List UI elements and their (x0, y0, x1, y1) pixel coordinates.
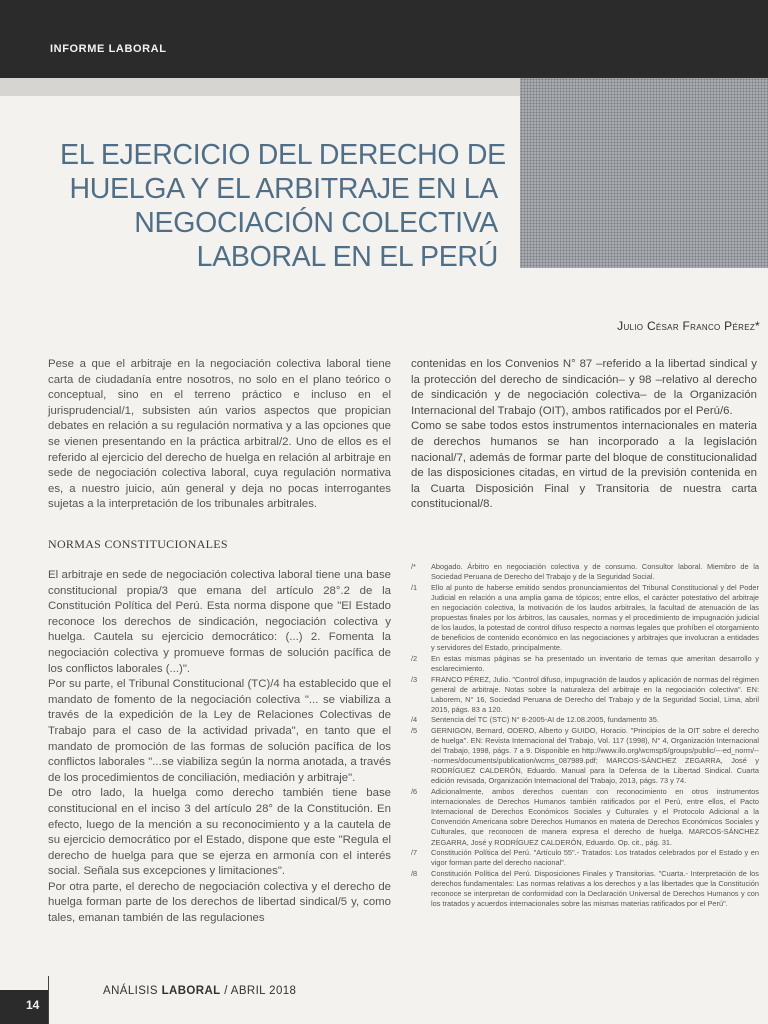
footnote (411, 848, 759, 868)
paragraph: contenidas en los Convenios N° 87 –referido a la libertad sindical y la protección del derecho de sindicación– y 98 –relativo al derecho de sindicación y de negociación colectiva– de la Organización Internacional del Trabajo (OIT), ambos ratificados por el Perú/6. (411, 358, 757, 417)
publication-date: / ABRIL 2018 (220, 985, 297, 997)
paragraph: Como se sabe todos estos instrumentos internacionales en materia de derechos humanos se han incorporado a la legislación nacional/7, además de formar parte del bloque de constitucionalidad de las disposiciones citadas, en virtud de la previsión contenida en la Cuarta Disposición Final y Transitoria de nuestra carta constitucional/8. (411, 420, 757, 511)
intro-paragraph: Pese a que el arbitraje en la negociación colectiva laboral tiene carta de ciudadanía entre nosotros, no solo en el plano teórico o conceptual, sino en el terreno práctico e incluso en el jurisprudencial/1, subsisten aún varios aspectos que propician debates en relación a su regulación normativa y a las opciones que se vienen presentando en la práctica arbitral/2. Uno de ellos es el referido al ejercicio del derecho de huelga en relación al arbitraje en sede de negociación colectiva laboral, cuya regulación normativa es, a nuestro juicio, aún general y deja no pocas interrogantes sujetas a la interpretación de los tribunales arbitrales. (48, 358, 391, 511)
footnote-mark: /5 (411, 726, 418, 735)
footnote (411, 562, 759, 582)
title-line: NEGOCIACIÓN COLECTIVA (134, 207, 498, 239)
footnote-text: Adicionalmente, ambos derechos cuentan con reconocimiento en otros instrumentos internacionales de Derechos Humanos también ratificados por el Perú, entre ellos, el Pacto Internacional de Derechos Económicos Sociales y Culturales y el Protocolo Adicional a la Convención Americana sobre Derechos Humanos en materia de Derechos Económicos Sociales y Culturales, que reconocen de manera expresa el derecho de huelga. MARCOS-SÁNCHEZ ZEGARRA, José y RODRÍGUEZ CALDERÓN, Eduardo. Op. cit., pág. 31. (431, 787, 759, 847)
footnote (411, 869, 759, 909)
footnote (411, 715, 759, 725)
footer-publication (103, 985, 296, 997)
footnote (411, 583, 759, 654)
footnote-text: Constitución Política del Perú. "Artículo 55".- Tratados: Los tratados celebrados por el Estado y en vigor forman parte del derecho nacional". (431, 848, 759, 868)
footnote (411, 726, 759, 787)
right-column-body (411, 357, 757, 513)
footnote (411, 675, 759, 715)
publication-name-a: ANÁLISIS (103, 985, 162, 997)
publication-name-b: LABORAL (161, 985, 221, 997)
paragraph: De otro lado, la huelga como derecho también tiene base constitucional en el inciso 3 del artículo 28° de la Constitución. En efecto, luego de la mención a su reconocimiento y a la cautela de su ejercicio democrático por el Estado, dispone que este "Regula el derecho de huelga para que se ejerza en armonía con el interés social. Señala sus excepciones y limitaciones". (48, 787, 391, 878)
page-number: 14 (26, 998, 40, 1012)
article-title (60, 138, 506, 274)
halftone-decoration (520, 78, 768, 268)
footnote-mark: /1 (411, 582, 418, 592)
footnote-text: Ello al punto de haberse emitido sendos pronunciamientos del Tribunal Constitucional y del Poder Judicial en relación a una amplia gama de tópicos; entre ellos, el carácter potestativo del arbitraje en negociación colectiva, la motivación de los laudos arbitrales, la facultad de atenuación de las propuestas finales por los árbitros, las causales, normas y el procedimiento de impugnación judicial de los laudos, la potestad de control difuso respecto a normas legales que prohíben el otorgamiento de beneficios de contenido económico en las negociaciones y arbitrajes que involucran a entidades y servidores del Estado, principalmente. (431, 582, 759, 653)
footnote-mark: /3 (411, 674, 418, 684)
footnote (411, 787, 759, 848)
footnote-text: FRANCO PÉREZ, Julio. "Control difuso, impugnación de laudos y aplicación de normas del régimen general de arbitraje. Notas sobre la naturaleza del arbitraje en la negociación colectiva". EN: Laborem, N° 16, Sociedad Peruana de Derecho del Trabajo y de la Seguridad Social, Lima, abril 2015, págs. 83 a 120. (431, 674, 759, 714)
footnote-text: Constitución Política del Perú. Disposiciones Finales y Transitorias. "Cuarta.- Interpretación de los derechos fundamentales: Las normas relativas a los derechos y a las libertades que la Constitución reconoce se interpretan de conformidad con la Declaración Universal de Derechos Humanos y con los tratados y acuerdos internacionales sobre las mismas materias ratificados por el Perú". (431, 868, 759, 909)
title-line: LABORAL EN EL PERÚ (196, 241, 498, 273)
page-number-box (0, 990, 48, 1024)
footnote-text: Abogado. Árbitro en negociación colectiva y de consumo. Consultor laboral. Miembro de la Sociedad Peruana de Derecho del Trabajo y de la Seguridad Social. (431, 562, 759, 582)
title-line: HUELGA Y EL ARBITRAJE EN LA (69, 173, 498, 205)
section-label: INFORME LABORAL (50, 43, 167, 55)
footnote-mark: /2 (411, 653, 418, 663)
author-name: Julio César Franco Pérez* (617, 319, 760, 333)
section-heading: NORMAS CONSTITUCIONALES (48, 537, 228, 551)
footnote (411, 654, 759, 674)
footnote-mark: /7 (411, 848, 418, 858)
footnote-text: En estas mismas páginas se ha presentado un inventario de temas que ameritan desarrollo y esclarecimiento. (431, 653, 759, 673)
title-line: EL EJERCICIO DEL DERECHO DE (60, 139, 506, 171)
footnote-mark: /4 (411, 715, 418, 725)
footnote-mark: /8 (411, 868, 418, 878)
footnote-text: GERNIGON, Bernard, ODERO, Alberto y GUIDO, Horacio. "Principios de la OIT sobre el derecho de huelga". EN: Revista Internacional del Trabajo, Vol. 117 (1998), N° 4, Organización Internacional del Trabajo, 1998, págs. 7 a 9. Disponible en http://www.ilo.org/wcmsp5/groups/public/---ed_norm/---normes/documents/publication/wcms_087989.pdf; MARCOS-SÁNCHEZ ZEGARRA, José y RODRÍGUEZ CALDERÓN, Eduardo. Manual para la Defensa de la Libertad Sindical. Cuarta edición revisada, Organización Internacional del Trabajo, 2013, págs. 73 y 74. (431, 726, 759, 786)
intro-column (48, 357, 391, 513)
footnotes (411, 562, 759, 910)
footer-divider (48, 976, 49, 1024)
left-column-body (48, 568, 391, 927)
paragraph: El arbitraje en sede de negociación colectiva laboral tiene una base constitucional propia/3 que emana del artículo 28°.2 de la Constitución Política del Perú. Esta norma dispone que "El Estado reconoce los derechos de sindicación, negociación colectiva y huelga. Cautela su ejercicio democrático: (...) 2. Fomenta la negociación colectiva y promueve formas de solución pacífica de los conflictos laborales (...)". (48, 569, 391, 675)
footnote-mark: /* (411, 562, 416, 571)
paragraph: Por su parte, el Tribunal Constitucional (TC)/4 ha establecido que el mandato de fomento de la negociación colectiva "... se viabiliza a través de la expedición de la Ley de Relaciones Colectivas de Trabajo para el caso de la actividad privada", en tanto que el mandato de promoción de las formas de solución pacífica de los conflictos laborales "...se viabiliza según la norma anotada, a través de los procedimientos de conciliación, mediación y arbitraje". (48, 678, 391, 784)
header-band (0, 0, 768, 78)
paragraph: Por otra parte, el derecho de negociación colectiva y el derecho de huelga forman parte de los derechos de libertad sindical/5 y, como tales, emanan también de las regulaciones (48, 880, 391, 925)
footnote-mark: /6 (411, 787, 418, 797)
footnote-text: Sentencia del TC (STC) N° 8-2005-AI de 12.08.2005, fundamento 35. (431, 715, 659, 725)
